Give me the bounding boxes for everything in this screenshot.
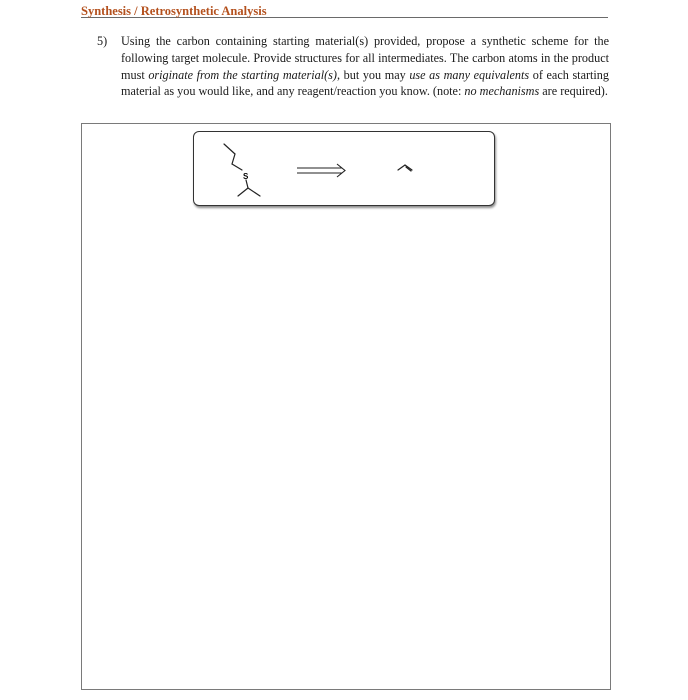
- sulfur-atom-label: S: [243, 172, 249, 181]
- target-molecule: [224, 144, 260, 196]
- emphasis-origin: originate from the starting material(s): [148, 67, 337, 82]
- scheme-drawing: [194, 132, 496, 207]
- section-header: [81, 3, 608, 18]
- question-number: 5): [97, 34, 108, 48]
- retrosynthesis-scheme: [193, 131, 495, 206]
- answer-box[interactable]: [81, 123, 611, 690]
- section-title: Synthesis / Retrosynthetic Analysis: [81, 4, 267, 18]
- emphasis-equivalents: use as many equivalents: [409, 67, 530, 82]
- starting-material: [398, 165, 412, 171]
- retrosynthetic-arrow-icon: [297, 164, 345, 177]
- question-text: Using the carbon containing starting material(s) provided, propose a synthetic scheme for the following target molecule. Provide structures for all intermediates. The carbon atoms in the product must originate from the starting material(s), but you may use as many equivalents of each starting material as you would like, and any reagent/reaction you know. (note: no mechanisms are required).: [121, 34, 609, 99]
- emphasis-no-mechanisms: no mechanisms: [464, 84, 540, 99]
